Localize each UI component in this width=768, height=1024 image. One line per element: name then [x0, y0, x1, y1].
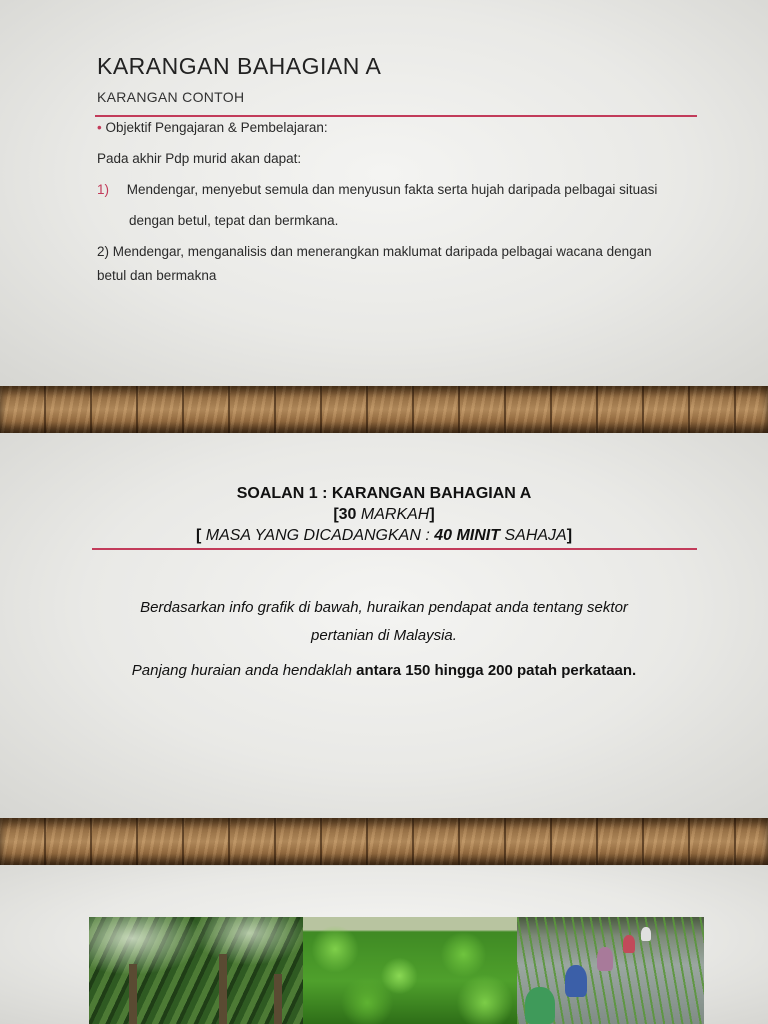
question-heading: SOALAN 1 : KARANGAN BAHAGIAN A [236, 485, 532, 502]
marks-line [0, 506, 768, 524]
item-number: 1) [97, 182, 110, 197]
slide-1 [0, 0, 768, 386]
instruction-line-1: Berdasarkan info grafik di bawah, huraikan pendapat anda tentang sektor [140, 599, 628, 616]
slide-2 [0, 433, 768, 818]
intro-line: Pada akhir Pdp murid akan dapat: [97, 151, 302, 166]
time-line [0, 527, 768, 545]
accent-divider [92, 548, 697, 550]
time-label: MASA YANG DICADANGKAN : [205, 527, 435, 544]
time-open: [ [195, 527, 206, 544]
slide-3 [0, 866, 768, 1024]
wood-divider [0, 386, 768, 433]
bullet-line [97, 120, 328, 135]
bullet-text: Objektif Pengajaran & Pembelajaran: [105, 120, 328, 135]
length-italic-text: Panjang huraian anda hendaklah [131, 662, 357, 679]
objective-item-2: 2) Mendengar, menganalisis dan menerangkan maklumat daripada pelbagai wacana dengan [97, 244, 652, 259]
item-text: Mendengar, menyebut semula dan menyusun fakta serta hujah daripada pelbagai situasi [126, 182, 658, 197]
palm-plantation-photo [89, 917, 303, 1024]
accent-divider [95, 115, 697, 117]
objective-item-2-continued: betul dan bermakna [97, 268, 217, 283]
slide-subtitle: KARANGAN CONTOH [97, 89, 245, 105]
wood-divider [0, 818, 768, 865]
time-value: 40 MINIT [434, 527, 505, 544]
slide-title: KARANGAN BAHAGIAN A [97, 53, 382, 79]
instruction-line-3 [0, 662, 768, 679]
marks-value: [30 [333, 506, 361, 523]
rice-paddy-photo [517, 917, 704, 1024]
agriculture-photo-strip [89, 917, 704, 1024]
marks-close: ] [429, 506, 435, 523]
vegetable-field-photo [303, 917, 517, 1024]
objective-item-1-continued: dengan betul, tepat dan bermkana. [129, 213, 339, 228]
time-word: SAHAJA [504, 527, 567, 544]
time-close: ] [566, 527, 573, 544]
bullet-icon: • [97, 120, 102, 135]
length-bold-text: antara 150 hingga 200 patah perkataan. [356, 662, 637, 679]
marks-word: MARKAH [360, 506, 430, 523]
objective-item-1 [97, 182, 657, 197]
instruction-line-2: pertanian di Malaysia. [311, 627, 457, 644]
